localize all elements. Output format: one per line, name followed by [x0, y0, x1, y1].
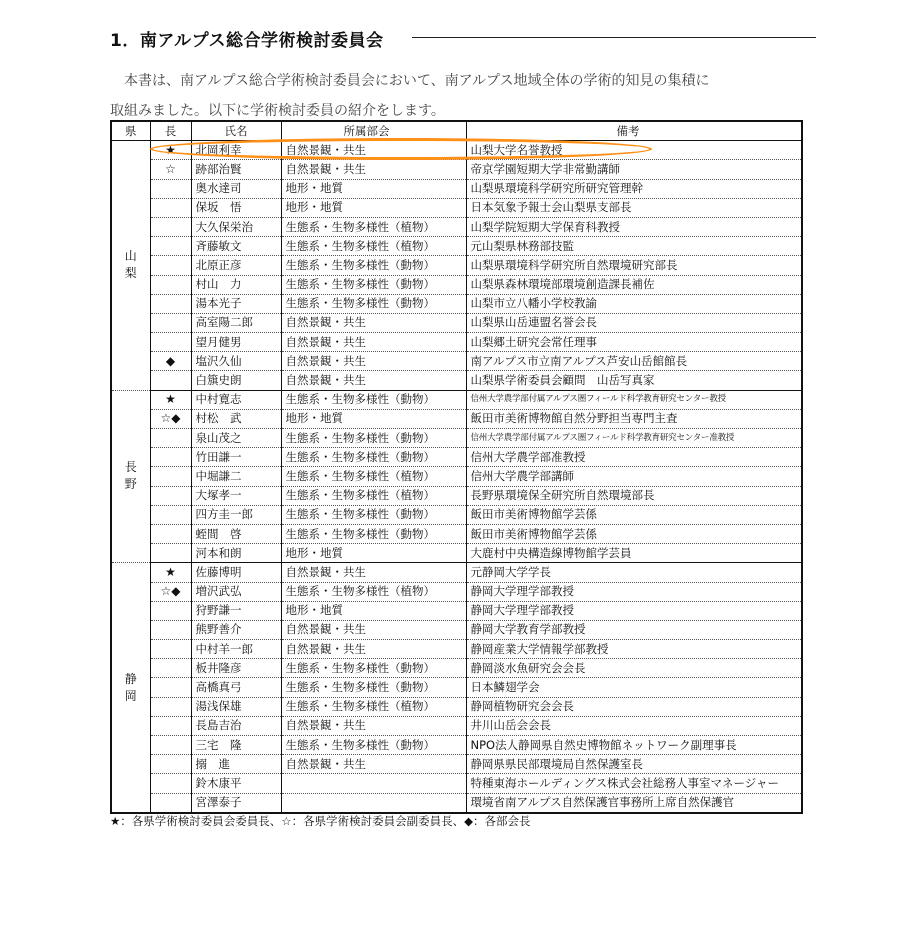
division-cell: 地形・地質 — [281, 409, 466, 428]
member-name-cell: 板井隆彦 — [191, 659, 281, 678]
member-name-cell: 増沢武弘 — [191, 582, 281, 601]
chair-mark-cell — [150, 716, 191, 735]
note-cell: 日本気象予報士会山梨県支部長 — [466, 198, 802, 217]
chair-mark-cell — [150, 697, 191, 716]
prefecture-char: 静 — [124, 671, 137, 686]
table-row — [111, 333, 802, 352]
chair-mark-cell: ◆ — [150, 352, 191, 371]
chair-mark-cell — [150, 659, 191, 678]
chair-mark-cell — [150, 544, 191, 563]
note-cell: NPO法人静岡県自然史博物館ネットワーク副理事長 — [466, 736, 802, 755]
member-name-cell: 鈴木康平 — [191, 774, 281, 793]
division-cell: 地形・地質 — [281, 179, 466, 198]
chair-mark-cell — [150, 640, 191, 659]
division-cell: 地形・地質 — [281, 198, 466, 217]
chair-mark-cell — [150, 237, 191, 256]
division-cell: 自然景観・共生 — [281, 333, 466, 352]
prefecture-cell — [111, 141, 150, 390]
note-cell: 長野県環境保全研究所自然環境部長 — [466, 486, 802, 505]
note-cell: 帝京学園短期大学非常勤講師 — [466, 160, 802, 179]
division-cell: 自然景観・共生 — [281, 160, 466, 179]
note-cell: 信州大学農学部講師 — [466, 467, 802, 486]
table-row — [111, 563, 802, 582]
table-row — [111, 294, 802, 313]
header-chair: 長 — [150, 121, 191, 141]
note-cell: 静岡大学理学部教授 — [466, 601, 802, 620]
table-row — [111, 755, 802, 774]
member-name-cell: 竹田謙一 — [191, 448, 281, 467]
title-rule — [412, 37, 816, 38]
table-row — [111, 716, 802, 735]
table-row — [111, 141, 802, 160]
chair-mark-cell — [150, 793, 191, 813]
note-cell: 元山梨県林務部技監 — [466, 237, 802, 256]
member-name-cell: 奥水達司 — [191, 179, 281, 198]
table-row — [111, 601, 802, 620]
member-name-cell: 四方圭一郎 — [191, 505, 281, 524]
member-name-cell: 中堀謙二 — [191, 467, 281, 486]
prefecture-cell — [111, 563, 150, 813]
note-cell: 静岡県県民部環境局自然保護室長 — [466, 755, 802, 774]
prefecture-char: 野 — [124, 477, 137, 492]
chair-mark-cell — [150, 486, 191, 505]
member-name-cell: 村山 力 — [191, 275, 281, 294]
table-row — [111, 505, 802, 524]
member-name-cell: 塩沢久仙 — [191, 352, 281, 371]
prefecture-char: 長 — [124, 460, 137, 475]
member-name-cell: 高室陽二郎 — [191, 313, 281, 332]
member-name-cell: 熊野善介 — [191, 620, 281, 639]
note-cell: 山梨県山岳連盟名誉会長 — [466, 313, 802, 332]
chair-mark-cell — [150, 678, 191, 697]
table-header-row — [111, 121, 802, 141]
table-row — [111, 429, 802, 448]
member-name-cell: 宮澤泰子 — [191, 793, 281, 813]
table-row — [111, 620, 802, 639]
division-cell: 自然景観・共生 — [281, 755, 466, 774]
note-cell: 飯田市美術博物館自然分野担当専門主査 — [466, 409, 802, 428]
member-name-cell: 湯本光子 — [191, 294, 281, 313]
chair-mark-cell: ☆◆ — [150, 409, 191, 428]
chair-mark-cell — [150, 448, 191, 467]
chair-mark-cell: ★ — [150, 563, 191, 582]
division-cell: 自然景観・共生 — [281, 352, 466, 371]
chair-mark-cell: ☆◆ — [150, 582, 191, 601]
chair-mark-cell: ★ — [150, 141, 191, 160]
chair-mark-cell — [150, 333, 191, 352]
note-cell: 静岡淡水魚研究会会長 — [466, 659, 802, 678]
member-name-cell: 蛭間 啓 — [191, 524, 281, 543]
table-row — [111, 313, 802, 332]
note-cell: 大鹿村中央構造線博物館学芸員 — [466, 544, 802, 563]
note-cell: 静岡大学教育学部教授 — [466, 620, 802, 639]
note-cell: 元静岡大学学長 — [466, 563, 802, 582]
member-name-cell: 高橋真弓 — [191, 678, 281, 697]
table-row — [111, 217, 802, 236]
legend: ★：各県学術検討委員会委員長、☆：各県学術検討委員会副委員長、◆：各部会長 — [110, 814, 531, 828]
table-row — [111, 352, 802, 371]
member-name-cell: 村松 武 — [191, 409, 281, 428]
division-cell: 生態系・生物多様性（動物） — [281, 736, 466, 755]
table-row — [111, 640, 802, 659]
table-row — [111, 275, 802, 294]
division-cell — [281, 793, 466, 813]
table-row — [111, 659, 802, 678]
chair-mark-cell — [150, 179, 191, 198]
member-name-cell: 三宅 隆 — [191, 736, 281, 755]
note-cell: 静岡植物研究会会長 — [466, 697, 802, 716]
prefecture-char: 岡 — [124, 688, 137, 703]
member-name-cell: 河本和朗 — [191, 544, 281, 563]
member-name-cell: 保坂 悟 — [191, 198, 281, 217]
table-row — [111, 697, 802, 716]
note-cell: 山梨県環境科学研究所研究管理幹 — [466, 179, 802, 198]
division-cell: 生態系・生物多様性（動物） — [281, 524, 466, 543]
division-cell: 地形・地質 — [281, 601, 466, 620]
member-name-cell: 北岡利幸 — [191, 141, 281, 160]
section-title: 1．南アルプス総合学術検討委員会 — [110, 31, 384, 51]
division-cell: 生態系・生物多様性（植物） — [281, 582, 466, 601]
section-title-row — [110, 26, 816, 52]
member-name-cell: 北原正彦 — [191, 256, 281, 275]
note-cell: 信州大学農学部付属アルプス圏フィールド科学教育研究センター准教授 — [466, 429, 802, 448]
note-cell: 日本鱗翅学会 — [466, 678, 802, 697]
table-row — [111, 256, 802, 275]
division-cell: 生態系・生物多様性（動物） — [281, 294, 466, 313]
chair-mark-cell — [150, 198, 191, 217]
prefecture-cell — [111, 390, 150, 563]
division-cell: 生態系・生物多様性（動物） — [281, 659, 466, 678]
division-cell: 生態系・生物多様性（植物） — [281, 237, 466, 256]
division-cell: 地形・地質 — [281, 544, 466, 563]
table-row — [111, 409, 802, 428]
table-row — [111, 486, 802, 505]
division-cell: 生態系・生物多様性（動物） — [281, 390, 466, 409]
division-cell: 生態系・生物多様性（植物） — [281, 467, 466, 486]
division-cell: 自然景観・共生 — [281, 371, 466, 390]
chair-mark-cell — [150, 774, 191, 793]
note-cell: 山梨県学術委員会顧問 山岳写真家 — [466, 371, 802, 390]
chair-mark-cell — [150, 755, 191, 774]
member-name-cell: 長島吉治 — [191, 716, 281, 735]
table-row — [111, 237, 802, 256]
chair-mark-cell: ☆ — [150, 160, 191, 179]
prefecture-char: 梨 — [124, 266, 137, 281]
chair-mark-cell — [150, 524, 191, 543]
division-cell: 生態系・生物多様性（動物） — [281, 275, 466, 294]
note-cell: 信州大学農学部付属アルプス圏フィールド科学教育研究センター教授 — [466, 390, 802, 409]
division-cell: 生態系・生物多様性（動物） — [281, 429, 466, 448]
chair-mark-cell — [150, 601, 191, 620]
note-cell: 環境省南アルプス自然保護官事務所上席自然保護官 — [466, 793, 802, 813]
table-row — [111, 160, 802, 179]
chair-mark-cell — [150, 505, 191, 524]
division-cell: 自然景観・共生 — [281, 640, 466, 659]
member-name-cell: 泉山茂之 — [191, 429, 281, 448]
note-cell: 南アルプス市立南アルプス芦安山岳館館長 — [466, 352, 802, 371]
member-name-cell: 湯浅保雄 — [191, 697, 281, 716]
chair-mark-cell — [150, 256, 191, 275]
division-cell: 生態系・生物多様性（動物） — [281, 256, 466, 275]
intro-paragraph — [110, 66, 810, 126]
table-row — [111, 179, 802, 198]
note-cell: 飯田市美術博物館学芸係 — [466, 505, 802, 524]
note-cell: 山梨県環境科学研究所自然環境研究部長 — [466, 256, 802, 275]
chair-mark-cell — [150, 275, 191, 294]
note-cell: 飯田市美術博物館学芸係 — [466, 524, 802, 543]
member-name-cell: 大塚孝一 — [191, 486, 281, 505]
note-cell: 特種東海ホールディングス株式会社総務人事室マネージャー — [466, 774, 802, 793]
member-name-cell: 斉藤敏文 — [191, 237, 281, 256]
division-cell: 生態系・生物多様性（動物） — [281, 448, 466, 467]
note-cell: 山梨県森林環境部環境創造課長補佐 — [466, 275, 802, 294]
member-name-cell: 跡部治賢 — [191, 160, 281, 179]
table-row — [111, 524, 802, 543]
member-name-cell: 搦 進 — [191, 755, 281, 774]
member-name-cell: 望月健男 — [191, 333, 281, 352]
note-cell: 井川山岳会会長 — [466, 716, 802, 735]
chair-mark-cell — [150, 313, 191, 332]
table-row — [111, 390, 802, 409]
division-cell: 生態系・生物多様性（植物） — [281, 486, 466, 505]
division-cell: 生態系・生物多様性（動物） — [281, 505, 466, 524]
table-body — [111, 141, 802, 813]
table-row — [111, 544, 802, 563]
member-name-cell: 狩野謙一 — [191, 601, 281, 620]
chair-mark-cell — [150, 429, 191, 448]
table-row — [111, 678, 802, 697]
table-row — [111, 448, 802, 467]
division-cell — [281, 774, 466, 793]
header-division: 所属部会 — [281, 121, 466, 141]
member-name-cell: 白簱史朗 — [191, 371, 281, 390]
division-cell: 自然景観・共生 — [281, 141, 466, 160]
header-prefecture: 県 — [111, 121, 150, 141]
division-cell: 生態系・生物多様性（植物） — [281, 697, 466, 716]
division-cell: 生態系・生物多様性（動物） — [281, 678, 466, 697]
table-row — [111, 793, 802, 813]
division-cell: 自然景観・共生 — [281, 716, 466, 735]
prefecture-char: 山 — [124, 249, 137, 264]
chair-mark-cell — [150, 620, 191, 639]
chair-mark-cell: ★ — [150, 390, 191, 409]
header-note: 備考 — [466, 121, 802, 141]
chair-mark-cell — [150, 217, 191, 236]
committee-table — [110, 120, 803, 814]
note-cell: 静岡大学理学部教授 — [466, 582, 802, 601]
table-row — [111, 582, 802, 601]
table-row — [111, 736, 802, 755]
chair-mark-cell — [150, 294, 191, 313]
note-cell: 静岡産業大学情報学部教授 — [466, 640, 802, 659]
intro-line-2: 取組みました。以下に学術検討委員の紹介をします。 — [110, 103, 445, 119]
table-row — [111, 467, 802, 486]
division-cell: 自然景観・共生 — [281, 563, 466, 582]
member-name-cell: 中村寛志 — [191, 390, 281, 409]
chair-mark-cell — [150, 467, 191, 486]
member-name-cell: 大久保栄治 — [191, 217, 281, 236]
table-row — [111, 198, 802, 217]
division-cell: 生態系・生物多様性（植物） — [281, 217, 466, 236]
member-name-cell: 佐藤博明 — [191, 563, 281, 582]
intro-line-1: 本書は、南アルプス総合学術検討委員会において、南アルプス地域全体の学術的知見の集積に — [124, 73, 710, 89]
note-cell: 信州大学農学部准教授 — [466, 448, 802, 467]
table-row — [111, 371, 802, 390]
note-cell: 山梨大学名誉教授 — [466, 141, 802, 160]
division-cell: 自然景観・共生 — [281, 620, 466, 639]
note-cell: 山梨郷土研究会常任理事 — [466, 333, 802, 352]
chair-mark-cell — [150, 736, 191, 755]
note-cell: 山梨学院短期大学保育科教授 — [466, 217, 802, 236]
member-name-cell: 中村羊一郎 — [191, 640, 281, 659]
note-cell: 山梨市立八幡小学校教諭 — [466, 294, 802, 313]
division-cell: 自然景観・共生 — [281, 313, 466, 332]
header-name: 氏名 — [191, 121, 281, 141]
chair-mark-cell — [150, 371, 191, 390]
table-row — [111, 774, 802, 793]
